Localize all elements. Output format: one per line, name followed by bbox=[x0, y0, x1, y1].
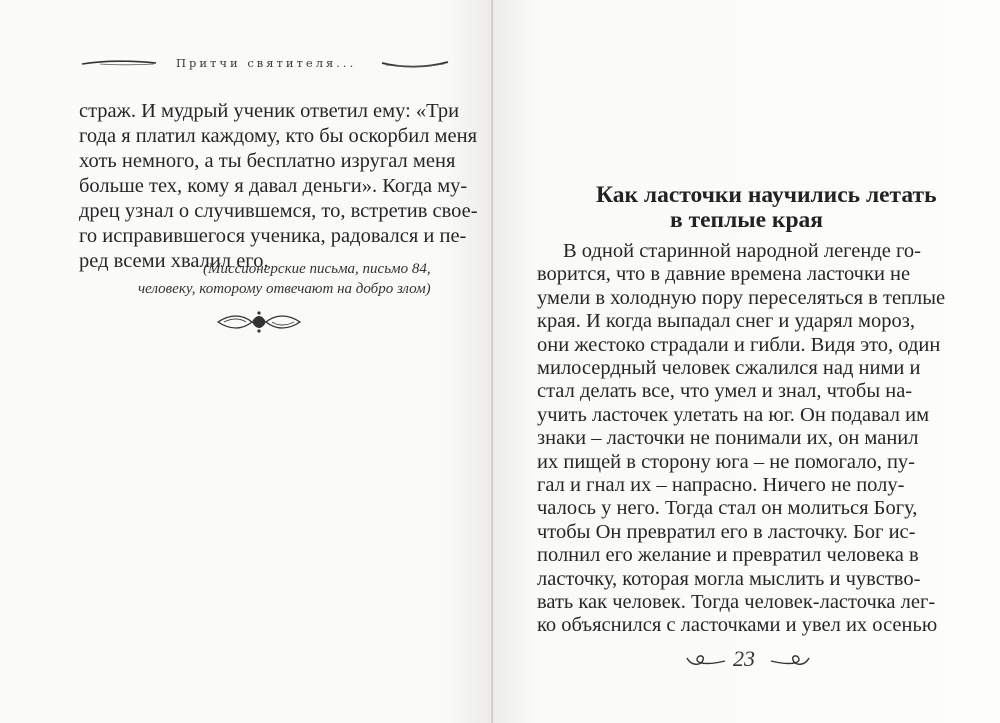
left-page bbox=[0, 0, 493, 723]
text-line: они жестоко страдали и гибли. Видя это, один bbox=[537, 333, 941, 356]
page-number: 23 bbox=[733, 646, 755, 671]
swash-left-icon bbox=[80, 52, 160, 72]
text-line: чалось у него. Тогда стал он молиться Богу, bbox=[537, 497, 918, 520]
text-line: больше тех, кому я давал деньги». Когда му- bbox=[79, 175, 468, 197]
text-line: вать как человек. Тогда человек-ласточка лег- bbox=[537, 591, 936, 613]
text-line: знаки – ласточки не понимали их, он манил bbox=[537, 427, 919, 450]
swash-right-icon bbox=[380, 52, 450, 72]
folio-swash-left-icon bbox=[683, 652, 727, 670]
running-head bbox=[80, 52, 450, 76]
running-head-text: Притчи святителя... bbox=[176, 56, 357, 70]
text-line: го исправившегося ученика, радовался и пе- bbox=[79, 225, 467, 247]
chapter-title-line: Как ласточки научились летать bbox=[596, 182, 937, 208]
ornament-icon bbox=[214, 308, 304, 336]
text-line: ко объяснился с ласточками и увел их осенью bbox=[537, 614, 938, 637]
text-line: хоть немного, а ты бесплатно изругал меня bbox=[79, 150, 456, 172]
text-line: полнил его желание и превратил человека в bbox=[537, 544, 919, 567]
text-line: гал и гнал их – напрасно. Ничего не полу- bbox=[537, 474, 905, 496]
page-number-block bbox=[683, 646, 813, 674]
citation-line: (Миссионерские письма, письмо 84, bbox=[203, 261, 431, 277]
text-line: учить ласточек улетать на юг. Он подавал им bbox=[537, 403, 930, 426]
text-line: В одной старинной народной легенде го- bbox=[563, 240, 922, 262]
text-line: страж. И мудрый ученик ответил ему: «Три bbox=[79, 100, 460, 122]
folio-swash-right-icon bbox=[769, 652, 813, 670]
text-line: чтобы Он превратил его в ласточку. Бог ис- bbox=[537, 520, 916, 543]
text-line: дрец узнал о случившемся, то, встретив свое- bbox=[79, 200, 478, 222]
citation-line: человеку, которому отвечают на добро злом) bbox=[138, 281, 431, 297]
text-line: милосердный человек сжалился над ними и bbox=[537, 357, 921, 379]
text-line: ред всеми хвалил его. bbox=[79, 250, 269, 272]
text-line: стал делать все, что умел и знал, чтобы на- bbox=[537, 380, 913, 403]
text-line: ласточку, которая могла мыслить и чувство- bbox=[537, 567, 921, 590]
text-line: ворится, что в давние времена ласточки не bbox=[537, 263, 911, 286]
text-line: их пищей в сторону юга – не помогало, пу- bbox=[537, 450, 915, 473]
text-line: умели в холодную пору переселяться в теплые bbox=[537, 286, 946, 309]
text-line: края. И когда выпадал снег и ударял мороз, bbox=[537, 310, 915, 333]
chapter-title-line: в теплые края bbox=[670, 207, 823, 233]
text-line: года я платил каждому, кто бы оскорбил меня bbox=[79, 125, 478, 147]
